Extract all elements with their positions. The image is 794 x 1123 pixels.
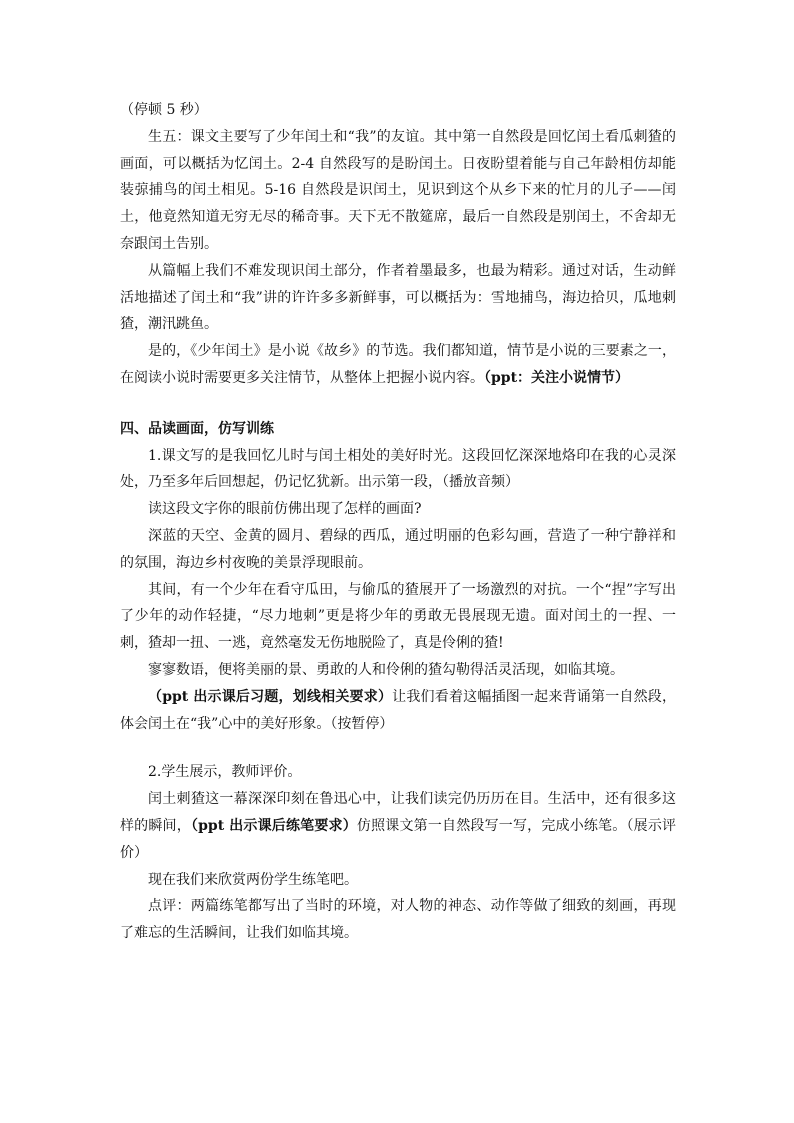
plot-paragraph-ppt-note: （ppt：关注小说情节） (484, 369, 630, 386)
spacer (120, 392, 676, 416)
reading-question: 读这段文字你的眼前仿佛出现了怎样的画面? (148, 501, 422, 518)
student5-paragraph: 生五：课文主要写了少年闰土和“我”的友谊。其中第一自然段是回忆闰土看瓜刺猹的画面，可以概括为忆闰土。2-4 自然段写的是盼闰土。日夜盼望着能与自己年龄相仿却能装弶捕鸟的闰土相见。5-16 自然段是识闰土，见识到这个从乡下来的忙月的儿子——闰土，他竟然知道无穷无尽的稀奇事。天下无不散筵席，最后一自然段是别闰土，不舍却无奈跟闰土告别。 (120, 128, 676, 252)
spacer (120, 737, 676, 759)
plot-paragraph (120, 338, 676, 392)
item2-paragraph: 2.学生展示，教师评价。 (148, 764, 302, 781)
writing-paragraph-text-b: 仿照课文第一自然段写一写，完成小练笔。（展示评价） (120, 817, 677, 861)
writing-paragraph-text-a: 闰土刺猹这一幕深深印刻在鲁迅心中，让我们读完仍历历在目。生活中，还有很多这样的瞬间， (120, 791, 676, 834)
few-words-paragraph: 寥寥数语，便将美丽的景、勇敢的人和伶俐的猹勾勒得活灵活现，如临其境。 (148, 661, 624, 678)
document-page (120, 97, 676, 947)
recite-paragraph (120, 684, 676, 738)
plot-paragraph-text: 是的，《少年闰土》是小说《故乡》的节选。我们都知道，情节是小说的三要素之一，在阅读小说时需要更多关注情节，从整体上把握小说内容。 (120, 343, 676, 386)
pause-note: （停顿 5 秒） (120, 102, 208, 118)
appreciate-paragraph: 现在我们来欣赏两份学生练笔吧。 (148, 871, 358, 888)
boy-paragraph: 其间，有一个少年在看守瓜田，与偷瓜的猹展开了一场激烈的对抗。一个“捏”字写出了少年的动作轻捷，“尽力地刺”更是将少年的勇敢无畏展现无遗。面对闰土的一捏、一刺，猹却一扭、一逃，竟然毫发无伤地脱险了，真是伶俐的猹! (120, 581, 676, 652)
recite-ppt-note: （ppt 出示课后习题，划线相关要求） (148, 688, 393, 705)
writing-ppt-note: （ppt 出示课后练笔要求） (190, 817, 357, 834)
recite-paragraph-text: 让我们看着这幅插图一起来背诵第一自然段，体会闰土在“我”心中的美好形象。（按暂停） (120, 688, 676, 732)
writing-paragraph (120, 786, 676, 866)
section4-heading: 四、品读画面，仿写训练 (120, 420, 274, 437)
comment-paragraph: 点评：两篇练笔都写出了当时的环境，对人物的神态、动作等做了细致的刻画，再现了难忘的生活瞬间，让我们如临其境。 (120, 898, 676, 942)
scenery-paragraph: 深蓝的天空、金黄的圆月、碧绿的西瓜，通过明丽的色彩勾画，营造了一种宁静祥和的氛围，海边乡村夜晚的美景浮现眼前。 (120, 527, 676, 571)
item1-paragraph: 1.课文写的是我回忆儿时与闰土相处的美好时光。这段回忆深深地烙印在我的心灵深处，乃至多年后回想起，仍记忆犹新。出示第一段，（播放音频） (120, 447, 676, 491)
length-paragraph: 从篇幅上我们不难发现识闰土部分，作者着墨最多，也最为精彩。通过对话，生动鲜活地描述了闰土和“我”讲的许许多多新鲜事，可以概括为：雪地捕鸟，海边拾贝，瓜地刺猹，潮汛跳鱼。 (120, 262, 676, 333)
